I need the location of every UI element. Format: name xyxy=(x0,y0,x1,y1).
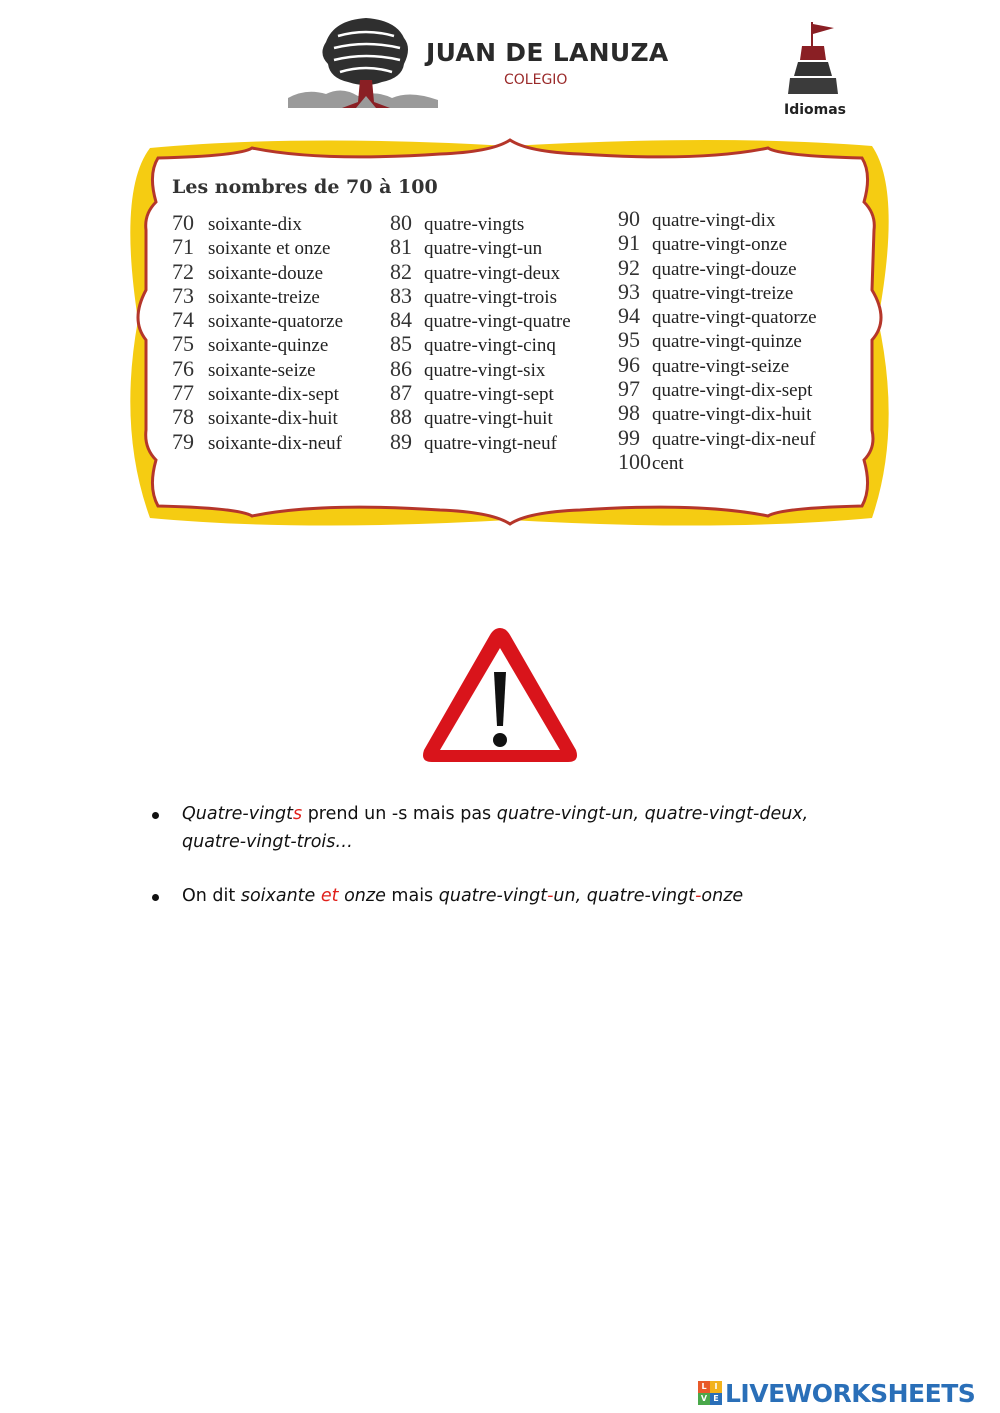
number-word: soixante-dix-neuf xyxy=(208,432,343,454)
liveworksheets-icon xyxy=(698,1381,722,1405)
number-word: quatre-vingt-treize xyxy=(652,282,794,304)
number-word: cent xyxy=(652,452,684,474)
note-highlight: - xyxy=(547,886,554,906)
number-word: soixante-quatorze xyxy=(208,311,344,333)
note-term: Quatre-vingt xyxy=(182,804,294,824)
number-digit: 80 xyxy=(390,210,412,235)
number-digit: 88 xyxy=(390,404,412,430)
number-word: quatre-vingt-dix-neuf xyxy=(652,428,816,450)
number-row xyxy=(390,380,571,404)
note-term: soixante xyxy=(240,886,321,906)
numbers-column-1 xyxy=(172,210,343,453)
number-row xyxy=(172,234,343,258)
number-row xyxy=(618,255,817,279)
warning-triangle-icon xyxy=(416,620,584,770)
icon-letter: E xyxy=(710,1393,722,1405)
number-word: soixante-seize xyxy=(208,359,316,381)
school-name: JUAN DE LANUZA xyxy=(426,38,669,67)
numbers-card xyxy=(120,130,900,540)
number-word: quatre-vingt-cinq xyxy=(424,335,556,357)
number-row xyxy=(390,210,571,234)
number-word: quatre-vingt-seize xyxy=(652,355,790,377)
note-text: On dit xyxy=(182,886,241,906)
number-digit: 73 xyxy=(172,282,194,308)
tree-logo-icon xyxy=(286,12,446,117)
number-digit: 79 xyxy=(172,428,194,454)
number-row xyxy=(618,303,817,327)
icon-letter: I xyxy=(710,1381,722,1393)
number-word: quatre-vingt-sept xyxy=(424,384,554,406)
number-row xyxy=(172,331,343,355)
number-row xyxy=(618,352,817,376)
number-row xyxy=(390,404,571,428)
number-word: soixante-dix-sept xyxy=(208,384,339,406)
number-word: quatre-vingt-six xyxy=(424,359,546,381)
number-digit: 84 xyxy=(390,307,412,333)
note-term: onze xyxy=(338,886,386,906)
number-row xyxy=(390,331,571,355)
department-label: Idiomas xyxy=(783,102,846,118)
liveworksheets-text: LIVEWORKSHEETS xyxy=(725,1378,976,1408)
number-word: quatre-vingt-un xyxy=(424,238,543,260)
icon-letter: V xyxy=(698,1393,710,1405)
number-word: quatre-vingt-neuf xyxy=(424,432,557,454)
numbers-column-2 xyxy=(390,210,571,453)
number-word: quatre-vingts xyxy=(424,214,525,235)
number-word: soixante-douze xyxy=(208,262,324,284)
page-header xyxy=(0,0,1000,130)
note-term: un, quatre-vingt xyxy=(553,886,696,906)
note-term: quatre-vingt-un, quatre-vingt-deux, xyxy=(496,804,809,824)
number-digit: 87 xyxy=(390,380,412,406)
number-row xyxy=(172,307,343,331)
number-row xyxy=(172,259,343,283)
number-word: quatre-vingt-douze xyxy=(652,258,797,280)
bullet-dot xyxy=(152,894,159,901)
note-text: mais xyxy=(385,886,439,906)
number-digit: 92 xyxy=(618,254,640,280)
number-digit: 91 xyxy=(618,230,640,256)
number-digit: 93 xyxy=(618,278,640,304)
bullet-dot xyxy=(152,812,159,819)
number-word: quatre-vingt-deux xyxy=(424,262,561,284)
number-digit: 77 xyxy=(172,380,194,406)
icon-letter: L xyxy=(698,1381,710,1393)
number-digit: 95 xyxy=(618,327,640,353)
number-row xyxy=(618,449,817,473)
note-text: prend un -s mais pas xyxy=(302,804,497,824)
note-highlight: et xyxy=(320,886,339,906)
number-digit: 98 xyxy=(618,400,640,426)
number-digit: 72 xyxy=(172,258,194,284)
number-digit: 82 xyxy=(390,258,412,284)
number-row xyxy=(390,259,571,283)
number-word: soixante et onze xyxy=(208,238,331,260)
card-title: Les nombres de 70 à 100 xyxy=(172,176,438,198)
number-word: quatre-vingt-quatre xyxy=(424,311,571,333)
number-digit: 90 xyxy=(618,206,640,231)
number-row xyxy=(618,376,817,400)
note-item xyxy=(150,800,870,856)
number-digit: 76 xyxy=(172,355,194,381)
number-row xyxy=(172,283,343,307)
numbers-column-3 xyxy=(618,206,817,473)
number-digit: 85 xyxy=(390,331,412,357)
number-digit: 97 xyxy=(618,376,640,402)
number-digit: 100 xyxy=(618,448,651,474)
number-row xyxy=(390,356,571,380)
number-word: quatre-vingt-huit xyxy=(424,408,553,430)
number-word: soixante-dix-huit xyxy=(208,408,338,430)
note-item xyxy=(150,882,870,910)
number-digit: 78 xyxy=(172,404,194,430)
number-row xyxy=(390,283,571,307)
number-row xyxy=(390,234,571,258)
number-row xyxy=(172,404,343,428)
tower-flag-icon xyxy=(770,16,860,102)
note-term: quatre-vingt xyxy=(438,886,548,906)
number-word: quatre-vingt-quatorze xyxy=(652,307,817,329)
number-row xyxy=(618,279,817,303)
number-digit: 71 xyxy=(172,234,194,260)
number-digit: 74 xyxy=(172,307,194,333)
number-word: quatre-vingt-dix xyxy=(652,210,776,231)
number-digit: 83 xyxy=(390,282,412,308)
school-subtitle: COLEGIO xyxy=(504,72,568,88)
number-row xyxy=(618,230,817,254)
number-digit: 75 xyxy=(172,331,194,357)
number-digit: 81 xyxy=(390,234,412,260)
number-word: soixante-quinze xyxy=(208,335,329,357)
note-highlight: - xyxy=(695,886,702,906)
number-row xyxy=(172,380,343,404)
number-row xyxy=(618,400,817,424)
number-digit: 96 xyxy=(618,351,640,377)
number-row xyxy=(618,327,817,351)
number-row xyxy=(390,429,571,453)
number-row xyxy=(172,210,343,234)
number-digit: 94 xyxy=(618,303,640,329)
department-logo xyxy=(770,16,860,126)
number-row xyxy=(618,425,817,449)
number-word: soixante-dix xyxy=(208,214,302,235)
number-word: quatre-vingt-quinze xyxy=(652,331,802,353)
grammar-notes xyxy=(150,800,870,936)
note-highlight: s xyxy=(293,804,303,824)
number-digit: 89 xyxy=(390,428,412,454)
number-word: soixante-treize xyxy=(208,286,320,308)
number-row xyxy=(172,356,343,380)
note-term: quatre-vingt-trois… xyxy=(182,832,353,852)
liveworksheets-logo[interactable] xyxy=(698,1378,975,1408)
number-digit: 70 xyxy=(172,210,194,235)
school-logo xyxy=(286,12,669,117)
note-term: onze xyxy=(701,886,744,906)
number-row xyxy=(172,429,343,453)
number-word: quatre-vingt-dix-huit xyxy=(652,404,812,426)
number-word: quatre-vingt-dix-sept xyxy=(652,380,813,402)
number-row xyxy=(618,206,817,230)
number-word: quatre-vingt-trois xyxy=(424,286,557,308)
number-word: quatre-vingt-onze xyxy=(652,234,788,256)
number-row xyxy=(390,307,571,331)
number-digit: 99 xyxy=(618,424,640,450)
number-digit: 86 xyxy=(390,355,412,381)
